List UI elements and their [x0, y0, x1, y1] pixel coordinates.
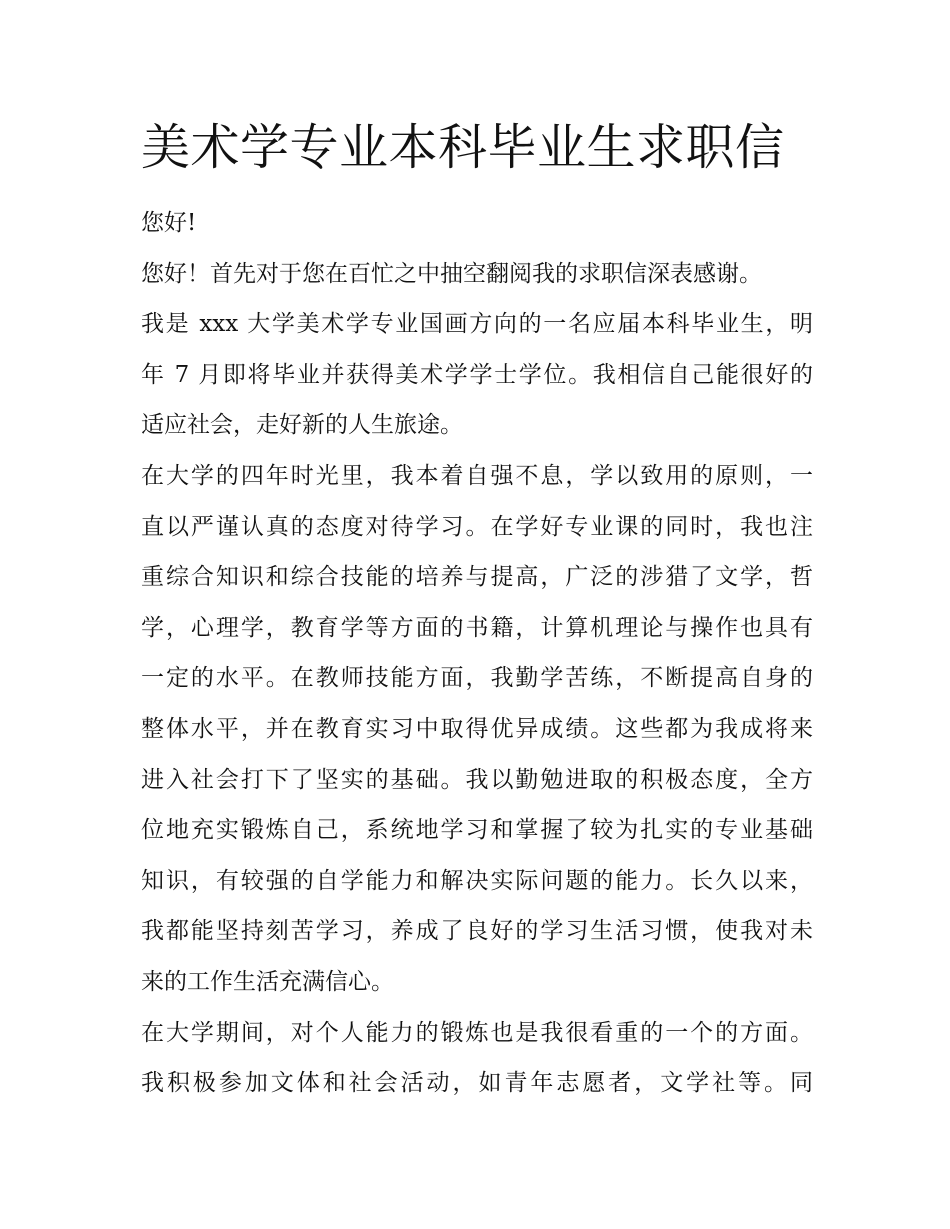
- text-line: 一定的水平。在教师技能方面，我勤学苦练，不断提高自身的: [141, 665, 813, 692]
- text-line: 学，心理学，教育学等方面的书籍，计算机理论与操作也具有: [141, 614, 813, 641]
- text-line: 您好！首先对于您在百忙之中抽空翻阅我的求职信深表感谢。: [141, 260, 762, 287]
- paragraph-activities: [141, 1008, 813, 1109]
- text-line: 年 7 月即将毕业并获得美术学学士学位。我相信自己能很好的: [141, 361, 813, 388]
- text-line: 进入社会打下了坚实的基础。我以勤勉进取的积极态度，全方: [141, 766, 813, 793]
- text-line: 我是 xxx 大学美术学专业国画方向的一名应届本科毕业生，明: [141, 311, 813, 338]
- paragraph-intro: [141, 249, 813, 451]
- text-line: 在大学的四年时光里，我本着自强不息，学以致用的原则，一: [141, 462, 813, 489]
- text-line: 在大学期间，对个人能力的锻炼也是我很看重的一个的方面。: [141, 1019, 813, 1046]
- text-line: 整体水平，并在教育实习中取得优异成绩。这些都为我成将来: [141, 715, 813, 742]
- text-line: 知识，有较强的自学能力和解决实际问题的能力。长久以来，: [141, 867, 813, 894]
- paragraph-university-study: [141, 451, 813, 1008]
- text-line: 我都能坚持刻苦学习，养成了良好的学习生活习惯，使我对未: [141, 918, 813, 945]
- greeting-line: 您好!: [141, 210, 197, 236]
- text-line: 直以严谨认真的态度对待学习。在学好专业课的同时，我也注: [141, 513, 813, 540]
- text-line: 我积极参加文体和社会活动，如青年志愿者，文学社等。同: [141, 1070, 813, 1097]
- document-title: 美术学专业本科毕业生求职信: [141, 119, 785, 176]
- text-line: 适应社会，走好新的人生旅途。: [141, 412, 463, 439]
- text-line: 来的工作生活充满信心。: [141, 968, 394, 995]
- text-line: 位地充实锻炼自己，系统地学习和掌握了较为扎实的专业基础: [141, 817, 813, 844]
- text-line: 重综合知识和综合技能的培养与提高，广泛的涉猎了文学，哲: [141, 564, 813, 591]
- letter-body: [141, 112, 813, 1109]
